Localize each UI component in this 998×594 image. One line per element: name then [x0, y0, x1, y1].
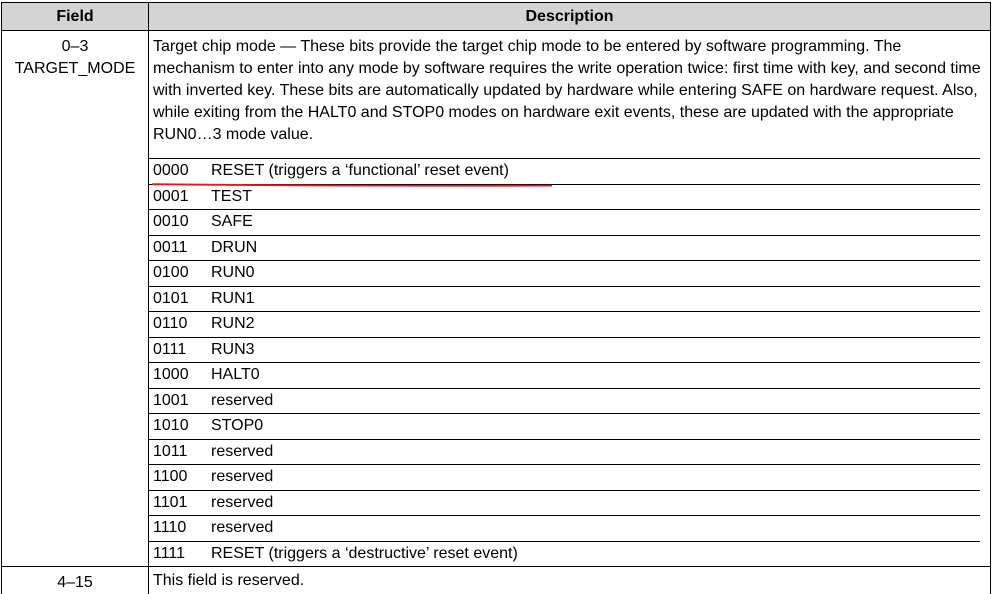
mode-value-row	[149, 261, 980, 287]
mode-value-row	[149, 159, 980, 185]
mode-code: 1101	[149, 490, 211, 516]
mode-name: reserved	[211, 388, 980, 414]
mode-name: RESET (triggers a ‘destructive’ reset event)	[211, 541, 980, 566]
mode-value-row	[149, 465, 980, 491]
field-cell-target-mode	[2, 31, 149, 567]
mode-name: reserved	[211, 490, 980, 516]
field-bits: 0–3	[4, 36, 146, 58]
mode-value-row	[149, 516, 980, 542]
field-header: Field	[2, 3, 149, 31]
mode-name: DRUN	[211, 235, 980, 261]
header-row	[2, 3, 991, 31]
description-cell-reserved: This field is reserved.	[149, 567, 991, 594]
mode-code: 0010	[149, 210, 211, 236]
mode-name: RUN1	[211, 286, 980, 312]
register-field-table	[1, 2, 991, 594]
mode-name: HALT0	[211, 363, 980, 389]
mode-code: 1001	[149, 388, 211, 414]
mode-name: STOP0	[211, 414, 980, 440]
field-cell-reserved: 4–15	[2, 567, 149, 594]
mode-code: 0011	[149, 235, 211, 261]
mode-value-row	[149, 439, 980, 465]
mode-code: 1100	[149, 465, 211, 491]
mode-code: 1110	[149, 516, 211, 542]
mode-name: RUN3	[211, 337, 980, 363]
mode-value-row	[149, 490, 980, 516]
mode-name: RUN0	[211, 261, 980, 287]
mode-name: reserved	[211, 465, 980, 491]
mode-value-row	[149, 337, 980, 363]
mode-code: 1111	[149, 541, 211, 566]
description-header: Description	[149, 3, 991, 31]
mode-code: 0110	[149, 312, 211, 338]
mode-value-row	[149, 235, 980, 261]
mode-code: 0101	[149, 286, 211, 312]
field-description: Target chip mode — These bits provide the target chip mode to be entered by software programming. The mechanism to enter into any mode by software requires the write operation twice: first time with key, and second time with inverted key. These bits are automatically updated by hardware while entering SAFE on hardware request. Also, while exiting from the HALT0 and STOP0 modes on hardware exit events, these are updated with the appropriate RUN0…3 mode value.	[153, 36, 984, 146]
field-name: TARGET_MODE	[4, 58, 146, 80]
mode-code: 0001	[149, 184, 211, 210]
mode-value-row	[149, 388, 980, 414]
mode-values-list	[149, 158, 980, 566]
mode-name: reserved	[211, 516, 980, 542]
mode-name: TEST	[211, 184, 980, 210]
mode-name: reserved	[211, 439, 980, 465]
mode-value-row	[149, 363, 980, 389]
mode-code: 1000	[149, 363, 211, 389]
table-row-reserved	[2, 567, 991, 594]
mode-code: 1010	[149, 414, 211, 440]
mode-code: 1011	[149, 439, 211, 465]
description-cell-target-mode	[149, 31, 991, 567]
mode-code: 0100	[149, 261, 211, 287]
mode-code: 0111	[149, 337, 211, 363]
mode-value-row	[149, 210, 980, 236]
mode-name: RESET (triggers a ‘functional’ reset event)	[211, 159, 980, 185]
mode-value-row	[149, 414, 980, 440]
table-row-target-mode	[2, 31, 991, 567]
mode-value-row	[149, 541, 980, 566]
mode-name: RUN2	[211, 312, 980, 338]
mode-name: SAFE	[211, 210, 980, 236]
mode-value-row	[149, 184, 980, 210]
mode-code: 0000	[149, 159, 211, 185]
mode-value-row	[149, 312, 980, 338]
mode-value-row	[149, 286, 980, 312]
